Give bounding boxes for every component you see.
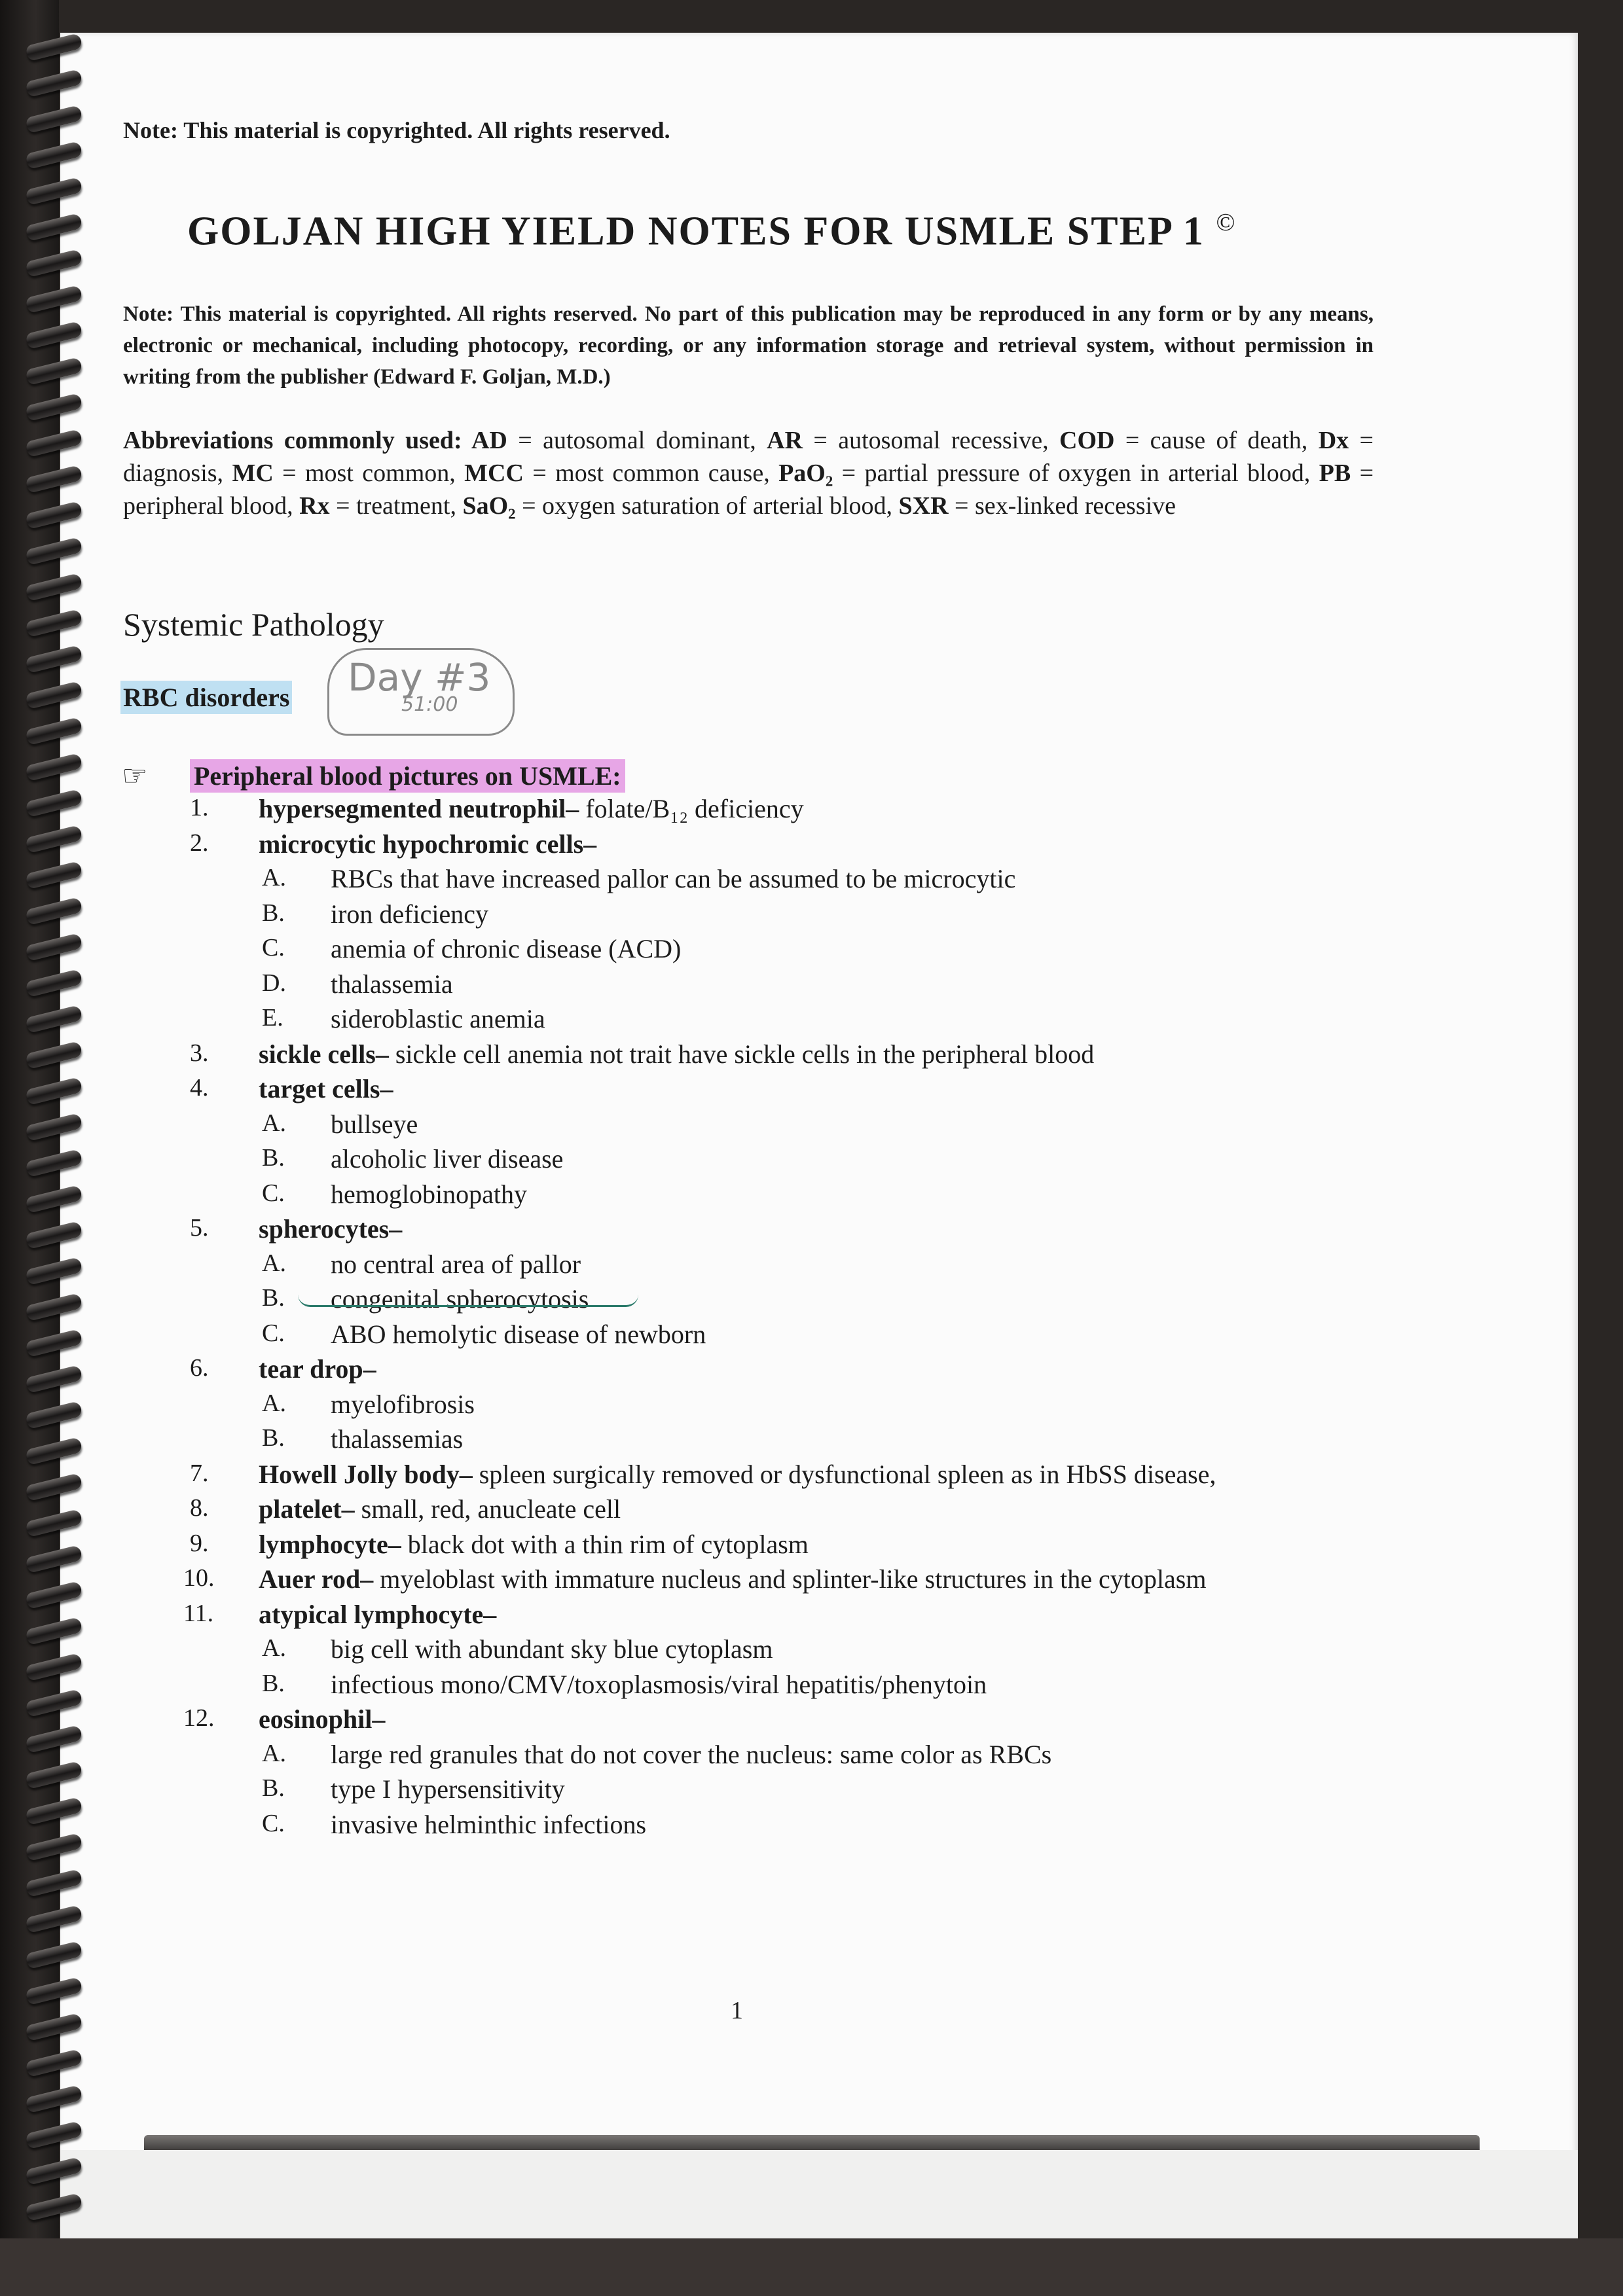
sub-item-text: invasive helminthic infections [331, 1809, 647, 1839]
list-item [259, 1039, 1094, 1069]
sub-item-text: bullseye [331, 1109, 418, 1139]
list-item-term: target cells– [259, 1074, 393, 1103]
sub-item-text: iron deficiency [331, 899, 488, 929]
abbreviation-meaning: = cause of death, [1114, 427, 1319, 454]
abbreviation-term: COD [1059, 427, 1115, 454]
sub-item-text: large red granules that do not cover the nucleus: same color as RBCs [331, 1739, 1052, 1769]
handwritten-underline [298, 1295, 638, 1307]
abbreviation-meaning: = most common, [273, 459, 465, 487]
list-item [259, 1213, 402, 1244]
handwritten-day-note [327, 648, 515, 736]
handwritten-day: Day #3 [348, 655, 491, 700]
abbreviation-term: PB [1319, 459, 1351, 487]
abbreviation-term: Dx [1318, 427, 1349, 454]
list-item [259, 1354, 376, 1384]
section-title: Systemic Pathology [123, 606, 384, 643]
list-item [259, 1459, 1216, 1490]
abbreviation-meaning: = autosomal recessive, [803, 427, 1059, 454]
abbreviation-meaning: = diagnosis, [123, 427, 1374, 487]
sub-item-letter: C. [262, 1319, 285, 1347]
list-item-desc: myeloblast with immature nucleus and splinter-like structures in the cytoplasm [380, 1564, 1207, 1594]
sub-item-letter: A. [262, 1634, 286, 1662]
abbreviation-term: MC [232, 459, 274, 487]
sub-item-letter: C. [262, 1179, 285, 1207]
list-heading: Peripheral blood pictures on USMLE: [190, 759, 625, 793]
sub-item-text: myelofibrosis [331, 1389, 475, 1419]
list-number: 10. [183, 1564, 215, 1592]
sub-item-text: thalassemias [331, 1424, 464, 1454]
sub-item-text: big cell with abundant sky blue cytoplasm [331, 1634, 773, 1664]
list-item-term: Howell Jolly body– [259, 1459, 479, 1489]
sub-item-text: sideroblastic anemia [331, 1004, 545, 1033]
sub-item-text: thalassemia [331, 969, 453, 999]
sub-item-letter: B. [262, 1669, 285, 1697]
list-item-term: lymphocyte– [259, 1529, 408, 1559]
list-item-term: hypersegmented neutrophil– [259, 794, 586, 823]
list-item-term: platelet– [259, 1494, 361, 1524]
sub-item-letter: B. [262, 1774, 285, 1802]
copyright-mark: © [1216, 209, 1237, 236]
sub-item-letter: A. [262, 1109, 286, 1137]
lower-sheet [60, 2150, 1578, 2242]
list-item-term: microcytic hypochromic cells– [259, 829, 597, 859]
list-item-desc: black dot with a thin rim of cytoplasm [407, 1529, 809, 1559]
sub-item-text: type I hypersensitivity [331, 1774, 565, 1804]
desk-surface [0, 2238, 1623, 2296]
abbreviation-term: AD [471, 427, 507, 454]
list-number: 5. [190, 1214, 209, 1242]
sub-item-letter: A. [262, 864, 286, 891]
list-item [259, 829, 596, 859]
sub-item-letter: A. [262, 1389, 286, 1417]
list-number: 2. [190, 829, 209, 857]
sub-item-text: infectious mono/CMV/toxoplasmosis/viral hepatitis/phenytoin [331, 1669, 987, 1699]
abbreviation-meaning: = sex-linked recessive [948, 492, 1176, 520]
abbreviation-term: PaO₂ [778, 459, 833, 487]
pointing-hand-icon: ☞ [122, 760, 148, 792]
abbreviation-meaning: = oxygen saturation of arterial blood, [515, 492, 899, 520]
abbreviation-term: SXR [898, 492, 949, 520]
list-number: 7. [190, 1459, 209, 1487]
sub-item-letter: B. [262, 1284, 285, 1312]
list-item-term: eosinophil– [259, 1704, 386, 1734]
sub-item-letter: C. [262, 934, 285, 961]
list-number: 8. [190, 1494, 209, 1522]
list-item-term: sickle cells– [259, 1039, 395, 1069]
sub-item-letter: D. [262, 969, 286, 997]
abbreviations [123, 424, 1374, 522]
sub-item-letter: A. [262, 1739, 286, 1767]
list-number: 11. [183, 1599, 214, 1627]
abbreviation-term: AR [767, 427, 803, 454]
list-number: 12. [183, 1704, 215, 1732]
abbreviation-term: Rx [299, 492, 330, 520]
sub-item-text: no central area of pallor [331, 1249, 581, 1279]
sub-item-letter: B. [262, 1424, 285, 1452]
sub-item-letter: B. [262, 1144, 285, 1172]
list-item [259, 1073, 393, 1104]
abbreviation-meaning: = partial pressure of oxygen in arterial blood, [833, 459, 1319, 487]
list-item-desc: sickle cell anemia not trait have sickle cells in the peripheral blood [395, 1039, 1095, 1069]
sub-item-letter: B. [262, 899, 285, 927]
list-number: 6. [190, 1354, 209, 1382]
header-note: Note: This material is copyrighted. All rights reserved. [123, 117, 670, 143]
sub-item-letter: A. [262, 1249, 286, 1277]
list-item-desc: spleen surgically removed or dysfunctional spleen as in HbSS disease, [479, 1459, 1216, 1489]
list-number: 3. [190, 1039, 209, 1067]
list-item [259, 1564, 1206, 1594]
list-item [259, 1704, 385, 1734]
abbreviation-meaning: = most common cause, [523, 459, 779, 487]
subsection-title: RBC disorders [120, 681, 292, 714]
sub-item-letter: E. [262, 1004, 283, 1031]
abbreviation-term: SaO₂ [462, 492, 516, 520]
abbreviation-meaning: = peripheral blood, [123, 459, 1374, 520]
copyright-notice: Note: This material is copyrighted. All rights reserved. No part of this publication may be reproduced in any form or by any means, electronic or mechanical, including photocopy, recording, or any information storage and retrieval system, without permission in writing from the publisher (Edward F. Goljan, M.D.) [123, 302, 1374, 389]
page-title: GOLJAN HIGH YIELD NOTES FOR USMLE STEP 1 © [187, 209, 1237, 254]
list-number: 4. [190, 1074, 209, 1102]
list-item-term: atypical lymphocyte– [259, 1599, 497, 1629]
sub-item-text: alcoholic liver disease [331, 1144, 564, 1174]
sub-item-text: hemoglobinopathy [331, 1179, 527, 1209]
list-item [259, 1494, 621, 1524]
sub-item-text: congenital spherocytosis [331, 1284, 589, 1314]
sub-item-text: ABO hemolytic disease of newborn [331, 1319, 706, 1349]
list-item-desc: small, red, anucleate cell [361, 1494, 621, 1524]
abbreviation-meaning: = autosomal dominant, [507, 427, 767, 454]
list-item [259, 1599, 496, 1630]
abbreviations-lead: Abbreviations commonly used: [123, 427, 471, 454]
abbreviation-term: MCC [464, 459, 524, 487]
list-item-desc: folate/B₁₂ deficiency [585, 794, 804, 823]
handwritten-time: 51:00 [401, 693, 458, 716]
sub-item-letter: C. [262, 1809, 285, 1837]
sub-item-text: RBCs that have increased pallor can be assumed to be microcytic [331, 864, 1016, 893]
list-item-term: tear drop– [259, 1354, 376, 1384]
list-item [259, 1529, 809, 1560]
list-item-term: spherocytes– [259, 1214, 403, 1244]
sub-item-text: anemia of chronic disease (ACD) [331, 934, 682, 963]
list-number: 1. [190, 794, 209, 821]
list-item-term: Auer rod– [259, 1564, 380, 1594]
abbreviation-meaning: = treatment, [329, 492, 463, 520]
list-number: 9. [190, 1529, 209, 1557]
page-number: 1 [731, 1997, 743, 2024]
list-item [259, 793, 804, 824]
